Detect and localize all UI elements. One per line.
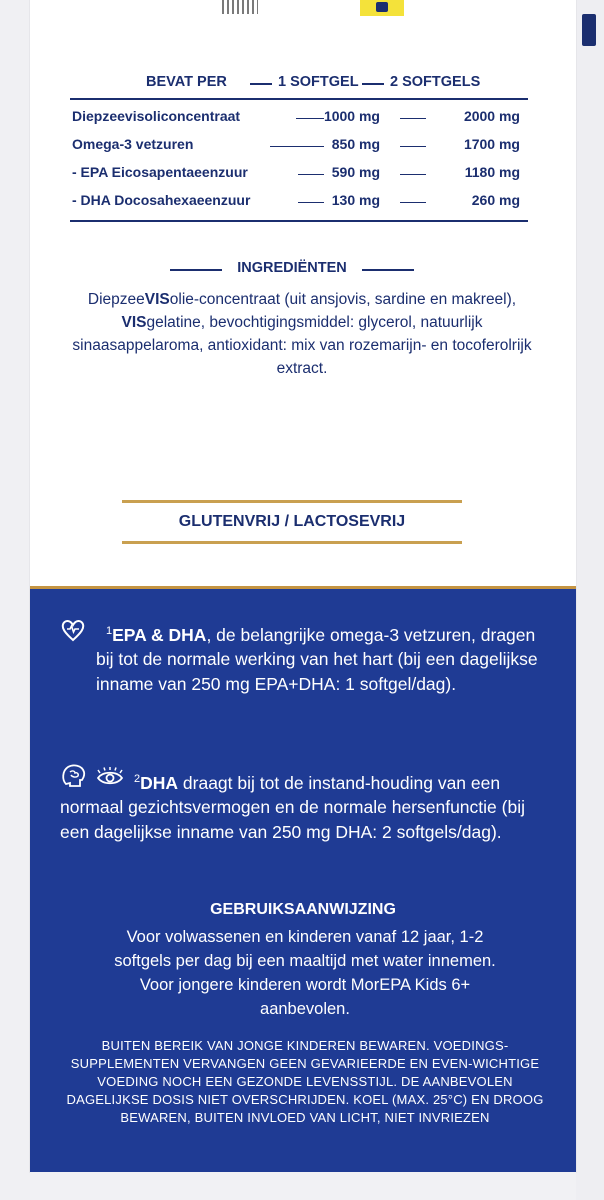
claims-panel [30,589,576,1172]
usage-text: Voor volwassenen en kinderen vanaf 12 jaar, 1-2 softgels per dag bij een maaltijd met water innemen. Voor jongere kinderen wordt MorEPA Kids 6+ aanbevolen. [114,928,496,1018]
top-flap-label [360,0,404,16]
heart-icon [60,617,86,643]
epa-dha-claim: $^1$EPA & DHA, de belangrijke omega-3 vetzuren, dragen bij tot de normale werking van het hart (bij een dagelijkse inname van 250 mg EPA+DHA: 1 softgel/dag). [96,624,538,694]
row-value-2: 1700 mg [463,136,520,152]
usage-title: GEBRUIKSAANWIJZING [210,901,396,918]
gluten-lactose-badge: GLUTENVRIJ / LACTOSEVRIJ [122,500,462,544]
nutrition-row [70,188,528,212]
left-edge [0,0,30,1200]
edge-mark [582,14,596,46]
divider [362,83,384,85]
row-name: - EPA Eicosapentaeenzuur [72,164,248,180]
row-value-1: 1000 mg [323,108,380,124]
ingredients-title: INGREDIËNTEN [160,260,424,280]
nutrition-col1: 1 SOFTGEL [278,74,359,90]
nutrition-row [70,160,528,184]
row-name: Omega-3 vetzuren [72,136,194,152]
row-value-1: 590 mg [331,164,380,180]
row-value-2: 2000 mg [463,108,520,124]
right-edge [576,0,604,1200]
nutrition-header-label: BEVAT PER [146,74,227,90]
top-flap-barcode [222,0,258,14]
row-value-2: 1180 mg [464,164,520,180]
top-flap [72,0,502,28]
nutrition-row [70,132,528,156]
warning-text: BUITEN BEREIK VAN JONGE KINDEREN BEWAREN. VOEDINGS-SUPPLEMENTEN VERVANGEN GEEN GEVARIEERDE EN EVEN-WICHTIGE VOEDING NOCH EEN GEZONDE LEVENSSTIJL. DE AANBEVOLEN DAGELIJKSE DOSIS NIET OVERSCHRIJDEN. KOEL (MAX. 25°C) EN DROOG BEWAREN, BUITEN INVLOED VAN LICHT, NIET INVRIEZEN [66,1038,544,1125]
nutrition-header [146,74,524,94]
divider [250,83,272,85]
nutrition-row [70,104,528,128]
row-value-1: 850 mg [331,136,380,152]
ingredients-text: DiepzeeVISolie-concentraat (uit ansjovis, sardine en makreel), VISgelatine, bevochtigingsmiddel: glycerol, natuurlijk sinaasappelaroma, antioxidant: mix van rozemarijn- en tocoferolrijk extract. [72,291,532,377]
nutrition-col2: 2 SOFTGELS [390,74,481,90]
row-value-2: 260 mg [471,192,520,208]
row-value-1: 130 mg [331,192,380,208]
nutrition-table [70,98,528,222]
bottom-edge [30,1172,576,1200]
row-name: - DHA Docosahexaeenzuur [72,192,251,208]
row-name: Diepzeevisoliconcentraat [72,108,241,124]
dha-claim: $^2$DHA draagt bij tot de instand-houding van een normaal gezichtsvermogen en de normale hersenfunctie (bij een dagelijkse inname van 250 mg DHA: 2 softgels/dag). [60,772,525,842]
top-flap-logo [72,4,116,22]
